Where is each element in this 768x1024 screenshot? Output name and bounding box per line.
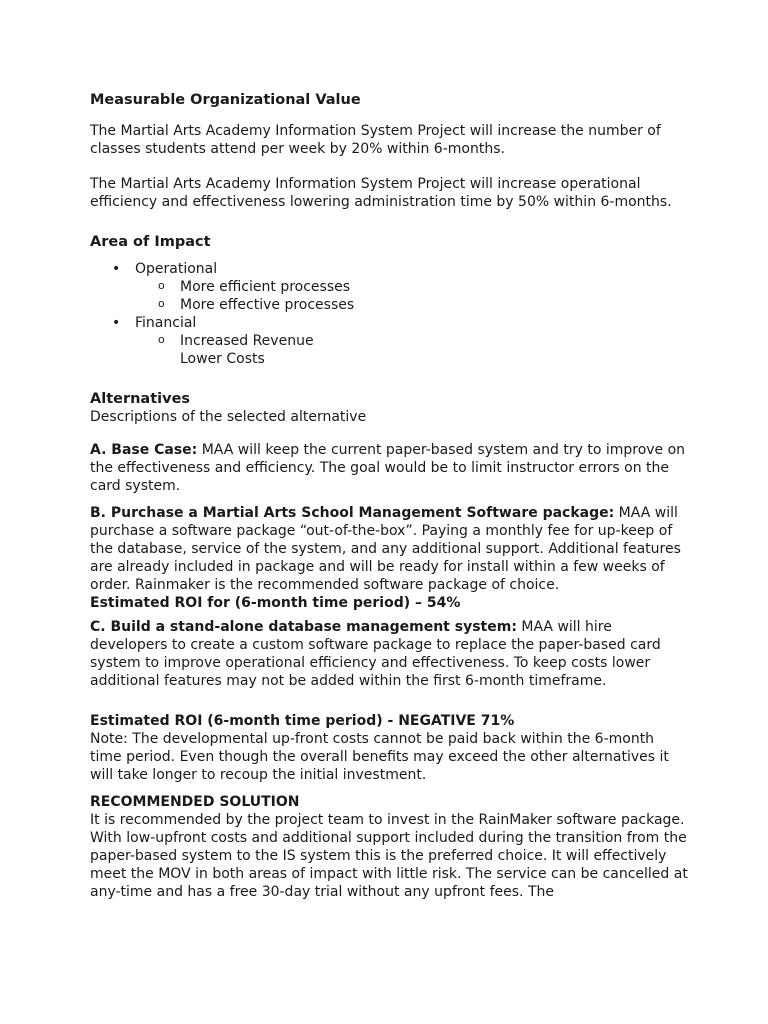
impact-sublist xyxy=(135,332,690,368)
alternative-c-note: Note: The developmental up-front costs cannot be paid back within the 6-month time period. Even though the overall benefits may exceed the other alternatives it will take longer to recoup the initial investment. xyxy=(90,731,669,783)
alternative-a xyxy=(90,441,690,495)
recommended-text: It is recommended by the project team to invest in the RainMaker software package. With low-upfront costs and additional support included during the transition from the paper-based system to the IS system this is the preferred choice. It will effectively meet the MOV in both areas of impact with little risk. The service can be cancelled at any-time and has a free 30-day trial without any upfront fees. The xyxy=(90,812,688,900)
alternative-b-text: MAA will purchase a software package “out-of-the-box”. Paying a monthly fee for up-keep of the database, service of the system, and any additional support. Additional features are already included in package and will be ready for install within a few weeks of order. Rainmaker is the recommended software package of choice. xyxy=(90,505,681,593)
alternative-b-roi: Estimated ROI for (6-month time period) – 54% xyxy=(90,595,461,611)
alternative-b xyxy=(90,504,690,594)
impact-item-label: Operational xyxy=(135,261,218,277)
alternative-a-label: A. Base Case: xyxy=(90,442,198,458)
alternative-c xyxy=(90,618,690,690)
impact-subitem: Lower Costs xyxy=(180,351,265,367)
mov-paragraph-2: The Martial Arts Academy Information System Project will increase operational efficiency and effectiveness lowering administration time by 50% within 6-months. xyxy=(90,176,672,210)
alternative-b-label: B. Purchase a Martial Arts School Management Software package: xyxy=(90,505,615,521)
document-page xyxy=(90,91,690,901)
impact-item-operational xyxy=(90,260,690,314)
impact-subitem: o Increased Revenue xyxy=(135,332,690,350)
impact-subitem: o More efficient processes xyxy=(135,278,690,296)
alternatives-subtitle: Descriptions of the selected alternative xyxy=(90,409,367,425)
impact-heading: Area of Impact xyxy=(90,234,211,250)
impact-list xyxy=(90,260,690,368)
recommended-heading: RECOMMENDED SOLUTION xyxy=(90,794,300,810)
impact-subitem: o More effective processes xyxy=(135,296,690,314)
alternative-c-label: C. Build a stand-alone database management system: xyxy=(90,619,517,635)
mov-heading: Measurable Organizational Value xyxy=(90,92,361,108)
alternatives-heading: Alternatives xyxy=(90,391,191,407)
impact-item-label: Financial xyxy=(135,315,197,331)
impact-sublist xyxy=(135,278,690,314)
impact-item-financial xyxy=(90,314,690,368)
mov-paragraph-1: The Martial Arts Academy Information System Project will increase the number of classes students attend per week by 20% within 6-months. xyxy=(90,123,661,157)
alternative-c-roi: Estimated ROI (6-month time period) - NEGATIVE 71% xyxy=(90,713,515,729)
alternative-a-text: MAA will keep the current paper-based system and try to improve on the effectiveness and efficiency. The goal would be to limit instructor errors on the card system. xyxy=(90,442,686,494)
alternative-c-text: MAA will hire developers to create a custom software package to replace the paper-based card system to improve operational efficiency and effectiveness. To keep costs lower additional features may not be added within the first 6-month timeframe. xyxy=(90,619,661,689)
